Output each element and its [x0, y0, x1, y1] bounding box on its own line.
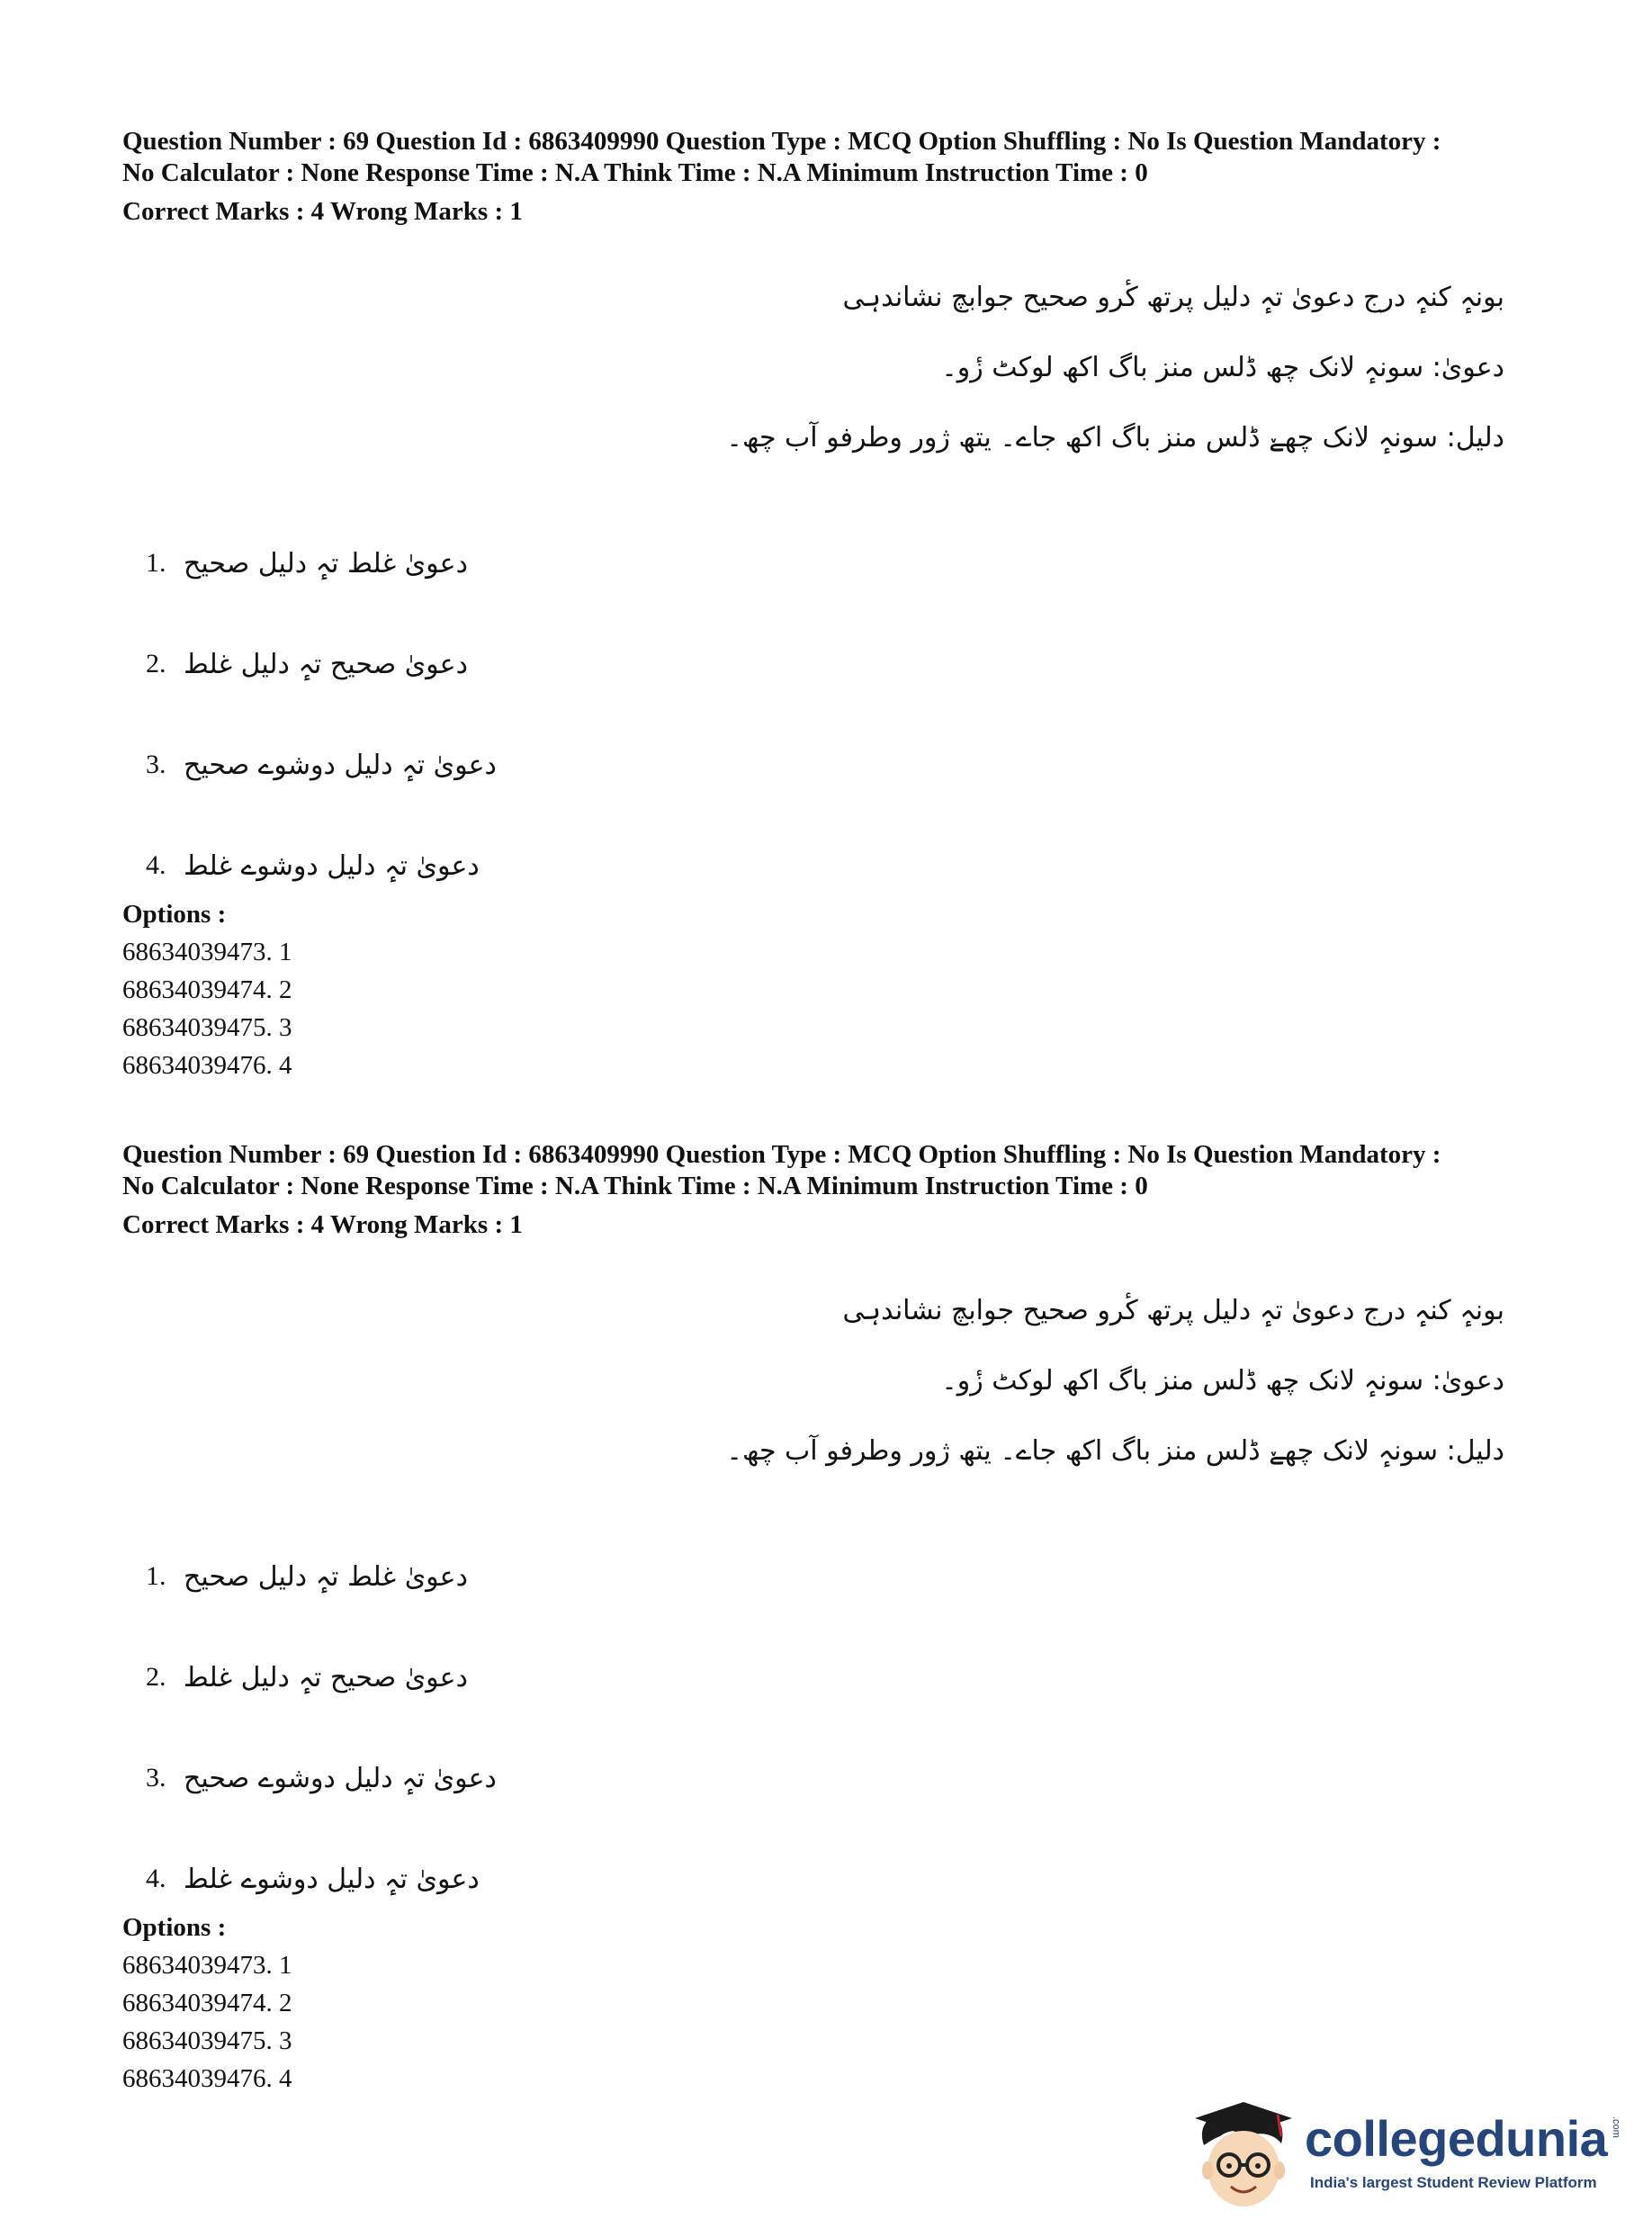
- choice-number: 2.: [146, 1662, 166, 1692]
- option-id: 68634039476. 4: [122, 1051, 292, 1080]
- option-id: 68634039476. 4: [122, 2064, 292, 2093]
- choice-number: 4.: [146, 1864, 166, 1893]
- choice-text: دعویٰ صحیح تہٕ دلیل غلط: [184, 648, 468, 680]
- question-meta-line-2: No Calculator : None Response Time : N.A Think Time : N.A Minimum Instruction Time : 0: [122, 158, 1148, 187]
- marks-info: Correct Marks : 4 Wrong Marks : 1: [122, 1210, 523, 1239]
- question-meta-line-1: Question Number : 69 Question Id : 6863409990 Question Type : MCQ Option Shuffling : No Is Question Mandatory :: [122, 127, 1441, 156]
- marks-info: Correct Marks : 4 Wrong Marks : 1: [122, 197, 523, 226]
- option-id: 68634039475. 3: [122, 2026, 292, 2055]
- options-list: [122, 895, 292, 1084]
- choice-number: 3.: [146, 1763, 166, 1792]
- option-id: 68634039473. 1: [122, 938, 292, 966]
- answer-choice: [146, 1728, 497, 1828]
- question-line-2: دعویٰ: سونہٕ لانک چھ ڈلس منز باگ اکھ لوکٹ زٔو۔: [941, 352, 1504, 383]
- option-id: 68634039475. 3: [122, 1013, 292, 1042]
- options-list: [122, 1909, 292, 2098]
- question-text: [122, 263, 1562, 473]
- logo-suffix: .com: [1611, 2116, 1621, 2138]
- choice-text: دعویٰ تہٕ دلیل دوشوے صحیح: [184, 1762, 497, 1794]
- answer-choice: [146, 1526, 497, 1627]
- logo-tagline: India's largest Student Review Platform: [1310, 2174, 1597, 2191]
- choice-text: دعویٰ صحیح تہٕ دلیل غلط: [184, 1661, 468, 1693]
- choice-text: دعویٰ تہٕ دلیل دوشوے صحیح: [184, 749, 497, 781]
- question-line-1: بونہٕ کنہٕ درج دعویٰ تہٕ دلیل پرتھ کٔرو صحیح جوابچ نشاندہی: [842, 282, 1504, 313]
- question-line-3: دلیل: سونہٕ لانک چھےٚ ڈلس منز باگ اکھ جاے۔ یتھ ژور وطرفو آب چھ۔: [726, 1435, 1504, 1467]
- answer-choice: [146, 614, 497, 714]
- options-label: Options :: [122, 900, 227, 929]
- choice-number: 2.: [146, 649, 166, 678]
- options-label: Options :: [122, 1913, 227, 1942]
- question-block-2: [122, 1139, 1562, 2093]
- choice-text: دعویٰ غلط تہٕ دلیل صحیح: [184, 547, 468, 579]
- question-meta: [122, 1139, 1562, 1202]
- question-block-1: [122, 126, 1562, 1080]
- logo-name: collegedunia: [1305, 2110, 1608, 2167]
- question-line-3: دلیل: سونہٕ لانک چھےٚ ڈلس منز باگ اکھ جاے۔ یتھ ژور وطرفو آب چھ۔: [726, 422, 1504, 454]
- answer-choices: [146, 1526, 497, 1929]
- answer-choice: [146, 1627, 497, 1728]
- answer-choices: [146, 513, 497, 916]
- question-meta-line-1: Question Number : 69 Question Id : 6863409990 Question Type : MCQ Option Shuffling : No Is Question Mandatory :: [122, 1140, 1441, 1169]
- choice-text: دعویٰ غلط تہٕ دلیل صحیح: [184, 1560, 468, 1593]
- choice-number: 1.: [146, 1561, 166, 1591]
- choice-number: 4.: [146, 850, 166, 880]
- question-meta-line-2: No Calculator : None Response Time : N.A Think Time : N.A Minimum Instruction Time : 0: [122, 1172, 1148, 1200]
- choice-text: دعویٰ تہٕ دلیل دوشوے غلط: [184, 849, 480, 882]
- answer-choice: [146, 513, 497, 614]
- option-id: 68634039474. 2: [122, 1989, 292, 2017]
- choice-text: دعویٰ تہٕ دلیل دوشوے غلط: [184, 1863, 480, 1895]
- choice-number: 3.: [146, 750, 166, 779]
- choice-number: 1.: [146, 548, 166, 578]
- option-id: 68634039474. 2: [122, 975, 292, 1004]
- question-line-2: دعویٰ: سونہٕ لانک چھ ڈلس منز باگ اکھ لوکٹ زٔو۔: [941, 1365, 1504, 1397]
- question-meta: [122, 126, 1562, 189]
- answer-choice: [146, 714, 497, 815]
- question-text: [122, 1276, 1562, 1487]
- question-line-1: بونہٕ کنہٕ درج دعویٰ تہٕ دلیل پرتھ کٔرو صحیح جوابچ نشاندہی: [842, 1295, 1504, 1326]
- mascot-icon: [1188, 2098, 1299, 2215]
- collegedunia-logo: [1188, 2098, 1629, 2215]
- option-id: 68634039473. 1: [122, 1951, 292, 1980]
